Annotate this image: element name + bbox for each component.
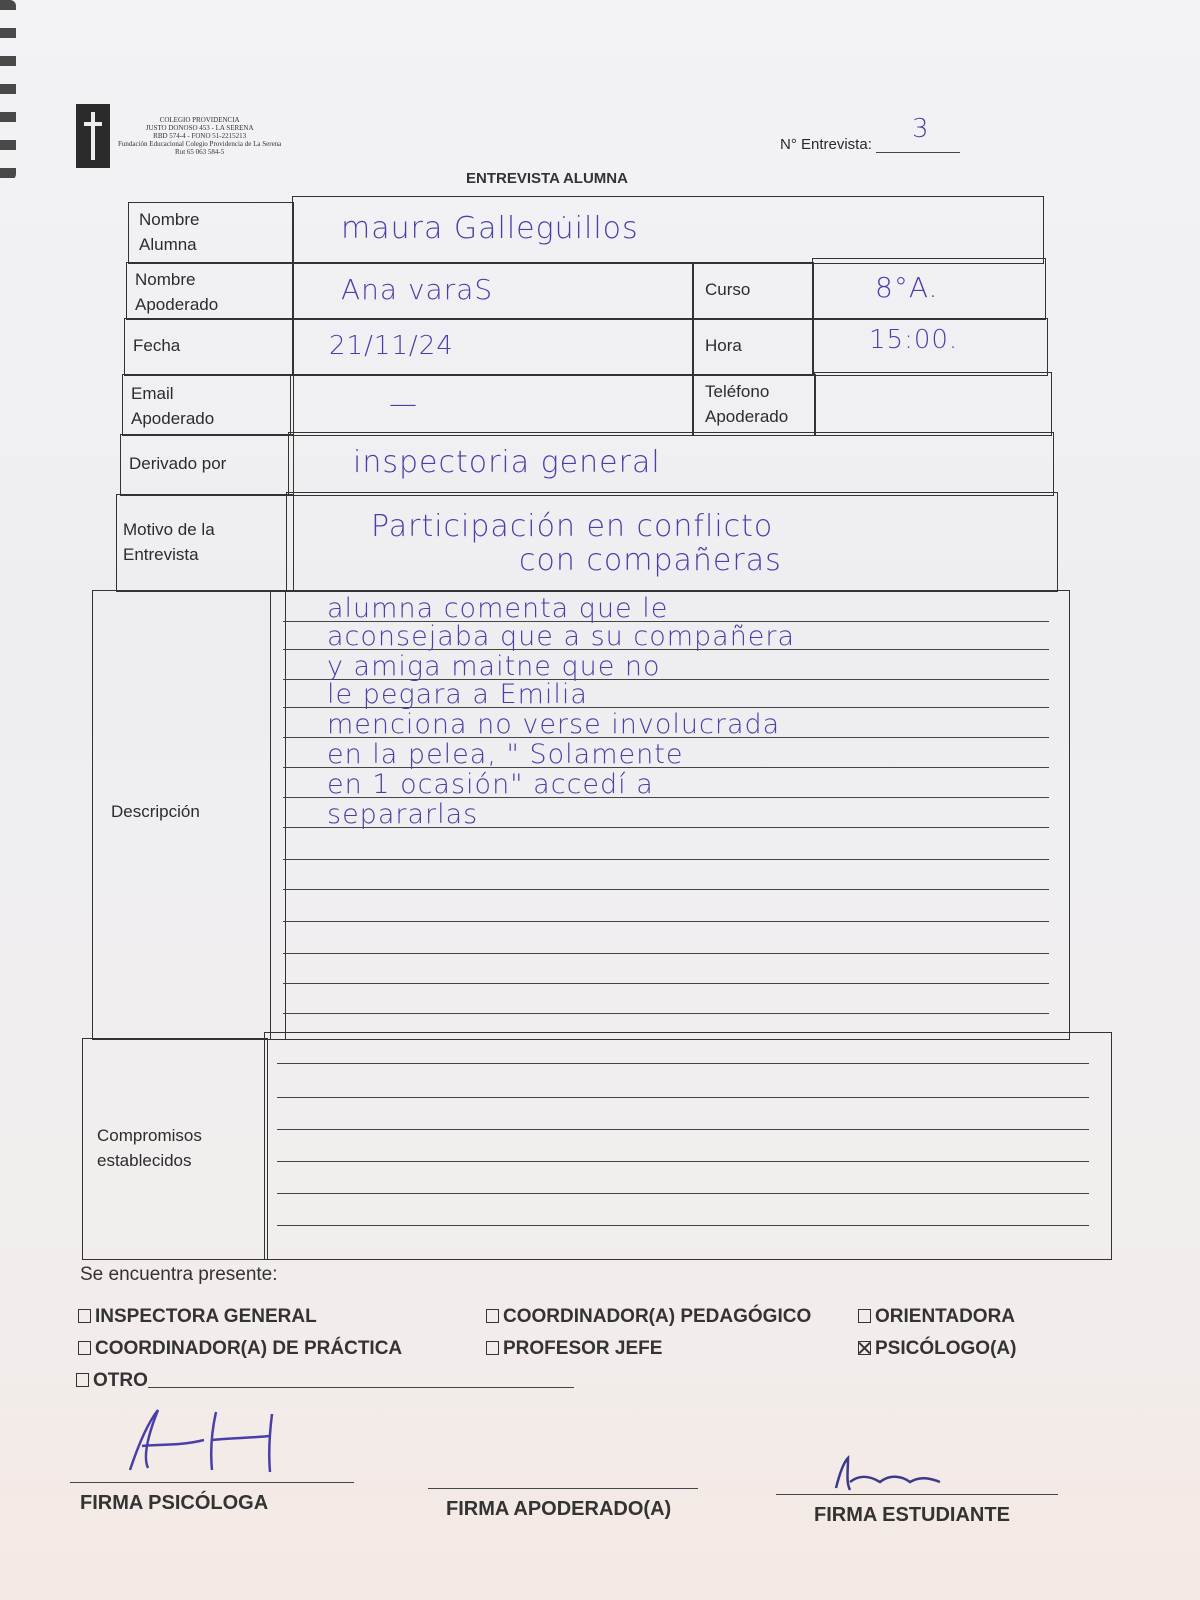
interview-number-value: 3	[912, 114, 930, 144]
descripcion-field[interactable]	[270, 590, 1070, 1040]
descripcion-line: en 1 ocasión" accedí a	[327, 769, 654, 800]
estudiante-signature-line	[776, 1494, 1058, 1495]
checkbox-icon[interactable]	[486, 1341, 499, 1355]
descripcion-line: y amiga maitne que no	[327, 651, 661, 682]
psicologa-signature-label: FIRMA PSICÓLOGA	[80, 1492, 269, 1514]
descripcion-label-cell: Descripción	[92, 590, 286, 1040]
descripcion-line: separarlas	[327, 799, 479, 830]
nombre-apoderado-label-cell: Nombre Apoderado	[126, 262, 294, 320]
checkbox-icon[interactable]	[486, 1309, 499, 1323]
present-label: Se encuentra presente:	[80, 1264, 278, 1285]
hora-field[interactable]: 15:00.	[812, 318, 1048, 376]
email-label-cell: Email Apoderado	[122, 374, 294, 436]
nombre-alumna-field[interactable]: maura Gallegu̇illos	[292, 196, 1044, 264]
psicologa-signature	[120, 1400, 290, 1480]
option-coordinador-practica[interactable]: COORDINADOR(A) DE PRÁCTICA	[78, 1338, 402, 1360]
estudiante-signature	[830, 1452, 970, 1498]
interview-number-label: N° Entrevista:	[780, 136, 872, 153]
checkbox-icon[interactable]	[78, 1309, 91, 1323]
descripcion-line: en la pelea, " Solamente	[327, 739, 684, 770]
option-coordinador-pedagogico[interactable]: COORDINADOR(A) PEDAGÓGICO	[486, 1306, 811, 1328]
otro-field[interactable]	[148, 1387, 574, 1388]
motivo-label-cell: Motivo de la Entrevista	[116, 494, 294, 592]
apoderado-signature-label: FIRMA APODERADO(A)	[446, 1498, 672, 1520]
option-psicologo[interactable]: PSICÓLOGO(A)	[858, 1338, 1016, 1360]
psicologa-signature-line	[70, 1482, 354, 1483]
nombre-apoderado-field[interactable]: Ana varaS	[292, 262, 694, 320]
telefono-label-cell: Teléfono Apoderado	[692, 374, 816, 436]
estudiante-signature-label: FIRMA ESTUDIANTE	[814, 1504, 1010, 1526]
derivado-field[interactable]: inspectoria general	[288, 432, 1054, 496]
school-info: COLEGIO PROVIDENCIA JUSTO DONOSO 453 - LA SERENA RBD 574-4 - FONO 51-2215213 Fundación Educacional Colegio Providencia de La Serena Rut 65 063 584-5	[118, 116, 282, 156]
telefono-field[interactable]	[814, 372, 1052, 436]
compromisos-label-cell: Compromisos establecidos	[82, 1038, 268, 1260]
email-field[interactable]: —	[290, 374, 694, 436]
compromisos-field[interactable]	[264, 1032, 1112, 1260]
fecha-field[interactable]: 21/11/24	[292, 318, 694, 376]
derivado-label-cell: Derivado por	[120, 434, 294, 496]
curso-field[interactable]: 8°A.	[812, 258, 1046, 320]
checkbox-icon[interactable]	[76, 1373, 89, 1387]
option-orientadora[interactable]: ORIENTADORA	[858, 1306, 1015, 1328]
descripcion-line: le pegara a Emilia	[327, 679, 588, 710]
checkbox-icon[interactable]	[78, 1341, 91, 1355]
option-profesor-jefe[interactable]: PROFESOR JEFE	[486, 1338, 662, 1360]
descripcion-line: aconsejaba que a su compañera	[327, 621, 796, 652]
checkbox-icon[interactable]	[858, 1309, 871, 1323]
motivo-field[interactable]: Participación en conflicto con compañeras	[286, 492, 1058, 592]
descripcion-line: alumna comenta que le	[327, 593, 669, 624]
hora-label-cell: Hora	[692, 318, 814, 376]
option-otro[interactable]: OTRO	[76, 1370, 574, 1392]
nombre-alumna-label-cell: Nombre Alumna	[128, 202, 294, 264]
curso-label-cell: Curso	[692, 262, 814, 320]
apoderado-signature-line	[428, 1488, 698, 1489]
option-inspectora[interactable]: INSPECTORA GENERAL	[78, 1306, 317, 1328]
fecha-label-cell: Fecha	[124, 318, 294, 376]
form-title: ENTREVISTA ALUMNA	[466, 170, 628, 187]
descripcion-line: menciona no verse involucrada	[327, 709, 781, 740]
checked-checkbox-icon[interactable]	[858, 1341, 871, 1355]
